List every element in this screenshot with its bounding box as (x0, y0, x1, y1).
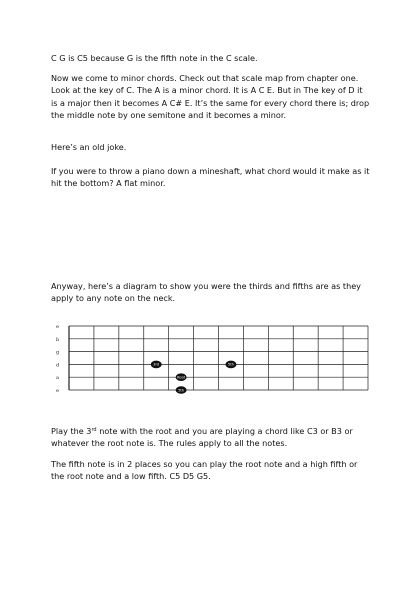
string-label: e (56, 324, 59, 330)
string-label: d (56, 362, 60, 369)
string-label: b (56, 336, 60, 343)
paragraph-joke-intro: Here’s an old joke. (51, 142, 127, 152)
string-label: a (56, 375, 59, 382)
paragraph-fifths: The fifth note is in 2 places so you can play the root note and a high fifth or the root note and a low fifth. C5 D5 G5. (51, 459, 358, 482)
paragraph-joke: If you were to throw a piano down a mineshaft, what chord would it make as it hit the bottom? A flat minor. (51, 166, 370, 189)
paragraph-minor-chords: Now we come to minor chords. Check out that scale map from chapter one. Look at the key of C. The A is a minor chord. It is A C E. But in The key of D it is a major then it becomes A C# E. It’s the same for every chord there is; drop the middle note by one semitone and it becomes a minor. (51, 73, 370, 121)
string-label: e (56, 388, 59, 394)
paragraph-diagram-intro: Anyway, here’s a diagram to show you were the thirds and fifths are as they apply to any note on the neck. (51, 281, 361, 304)
note-marker-label: 5th (228, 362, 234, 367)
thirds-text-start: Play the 3 (51, 426, 92, 436)
note-marker-label: 3rd (153, 362, 160, 367)
paragraph-thirds (51, 425, 371, 450)
note-marker-label: Root (177, 375, 186, 380)
fretboard-diagram (30, 320, 380, 400)
thirds-text-end: note with the root and you are playing a chord like C3 or B3 or whatever the root note is. The rules apply to all the notes. (51, 426, 353, 449)
thirds-superscript: rd (91, 427, 97, 433)
string-label: g (56, 349, 60, 356)
note-marker-label: 5th (178, 388, 185, 393)
paragraph-power-chord: C G is C5 because G is the fifth note in the C scale. (51, 53, 258, 63)
